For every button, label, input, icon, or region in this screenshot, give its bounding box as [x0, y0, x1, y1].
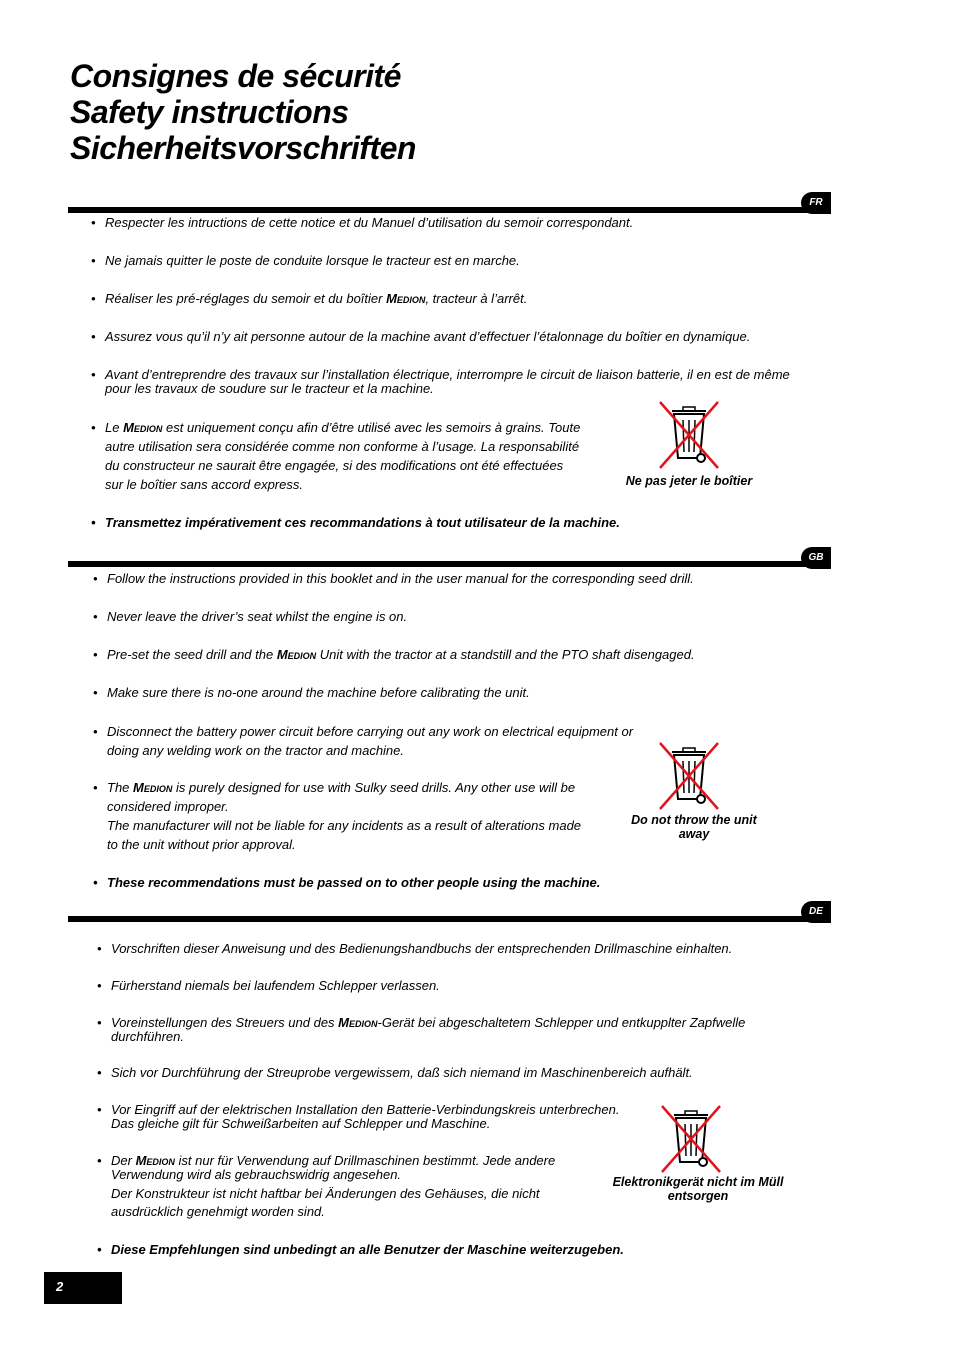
language-tag-gb: GB	[801, 547, 831, 569]
de-item-5: • Vor Eingriff auf der elektrischen Installation den Batterie-Verbindungskreis unterbrechen. Das gleiche gilt für Schweißarbeiten auf Schlepper und Maschine.	[97, 1102, 620, 1131]
brand-name: Medion	[133, 780, 173, 795]
crossed-out-bin-icon	[654, 400, 724, 472]
fr-item-5: • Avant d’entreprendre des travaux sur l’installation électrique, interrompre le circuit de liaison batterie, il en est de même pour les travaux de soudure sur le tracteur et la machine.	[91, 367, 790, 396]
section-divider-de	[68, 916, 816, 922]
de-item-3: • Voreinstellungen des Streuers und des Medion-Gerät bei abgeschaltetem Schlepper und entkupplter Zapfwelle durchführen.	[97, 1015, 746, 1044]
bullet: •	[97, 1102, 102, 1117]
bullet: •	[93, 875, 98, 890]
bullet: •	[91, 329, 96, 344]
bullet: •	[97, 1065, 102, 1080]
fr-item-1: • Respecter les intructions de cette notice et du Manuel d’utilisation du semoir correspondant.	[91, 215, 634, 230]
language-tag-fr: FR	[801, 192, 831, 214]
section-divider-gb	[68, 561, 816, 567]
bullet: •	[97, 1242, 102, 1257]
gb-item-4: • Make sure there is no-one around the machine before calibrating the unit.	[93, 685, 530, 700]
brand-name: Medion	[386, 291, 426, 306]
bullet: •	[97, 1015, 102, 1030]
bullet: •	[91, 515, 96, 530]
brand-name: Medion	[123, 420, 163, 435]
page-number: 2	[44, 1272, 122, 1304]
brand-name: Medion	[276, 647, 317, 662]
bullet: •	[93, 609, 98, 624]
gb-item-2: • Never leave the driver’s seat whilst the engine is on.	[93, 609, 408, 624]
title-german: Sicherheitsvorschriften	[70, 130, 416, 166]
fr-final-notice: • Transmettez impérativement ces recommandations à tout utilisateur de la machine.	[91, 515, 620, 530]
bullet: •	[93, 724, 98, 739]
brand-name: Medion	[135, 1153, 175, 1168]
bullet: •	[93, 780, 98, 795]
bin-caption-de: Elektronikgerät nicht im Müll entsorgen	[612, 1175, 784, 1203]
crossed-out-bin-icon	[656, 1104, 726, 1176]
bin-caption-gb: Do not throw the unit away	[631, 813, 757, 841]
bullet: •	[93, 571, 98, 586]
gb-item-5: • Disconnect the battery power circuit before carrying out any work on electrical equipment or doing any welding work on the tractor and machine.	[93, 724, 634, 758]
page-title	[70, 58, 416, 166]
bullet: •	[91, 215, 96, 230]
de-item-1: • Vorschriften dieser Anweisung und des Bedienungshandbuchs der entsprechenden Drillmaschine einhalten.	[97, 941, 733, 956]
gb-item-6: • The Medion is purely designed for use with Sulky seed drills. Any other use will be considered improper. The manufacturer will not be liable for any incidents as a result of alterations made to the unit without prior approval.	[93, 780, 582, 852]
fr-item-6: • Le Medion est uniquement conçu afin d’être utilisé avec les semoirs à grains. Toute autre utilisation sera considérée comme non conforme à l’usage. La responsabilité du constructeur ne saurait être engagée, si des modifications ont été effectuées sur le boîtier sans accord express.	[91, 420, 581, 492]
gb-item-3: • Pre-set the seed drill and the Medion Unit with the tractor at a standstill and the PTO shaft disengaged.	[93, 647, 695, 662]
bullet: •	[97, 941, 102, 956]
title-english: Safety instructions	[70, 94, 349, 130]
bullet: •	[91, 420, 96, 435]
bullet: •	[91, 253, 96, 268]
de-item-6: • Der Medion ist nur für Verwendung auf Drillmaschinen bestimmt. Jede andere Verwendung wird als gebrauchswidrig angesehen. Der Konstrukteur ist nicht haftbar bei Änderungen des Gehäuses, die nicht ausdrücklich genehmigt worden sind.	[97, 1153, 556, 1219]
gb-final-notice: • These recommendations must be passed on to other people using the machine.	[93, 875, 601, 890]
bullet: •	[93, 685, 98, 700]
bullet: •	[97, 1153, 102, 1168]
de-final-notice: • Diese Empfehlungen sind unbedingt an alle Benutzer der Maschine weiterzugeben.	[97, 1242, 624, 1257]
bullet: •	[93, 647, 98, 662]
fr-item-3: • Réaliser les pré-réglages du semoir et du boîtier Medion, tracteur à l’arrêt.	[91, 291, 528, 306]
crossed-out-bin-icon	[654, 741, 724, 813]
de-item-2: • Fürherstand niemals bei laufendem Schlepper verlassen.	[97, 978, 440, 993]
bin-caption-fr: Ne pas jeter le boîtier	[625, 474, 753, 488]
language-tag-de: DE	[801, 901, 831, 923]
bullet: •	[91, 291, 96, 306]
brand-name: Medion	[338, 1015, 378, 1030]
section-divider-fr	[68, 207, 816, 213]
de-item-4: • Sich vor Durchführung der Streuprobe vergewissem, daß sich niemand im Maschinenbereich aufhält.	[97, 1065, 693, 1080]
fr-item-4: • Assurez vous qu’il n’y ait personne autour de la machine avant d’effectuer l’étalonnage du boîtier en dynamique.	[91, 329, 751, 344]
bullet: •	[91, 367, 96, 382]
bullet: •	[97, 978, 102, 993]
title-french: Consignes de sécurité	[70, 58, 401, 94]
fr-item-2: • Ne jamais quitter le poste de conduite lorsque le tracteur est en marche.	[91, 253, 520, 268]
gb-item-1: • Follow the instructions provided in this booklet and in the user manual for the corresponding seed drill.	[93, 571, 694, 586]
